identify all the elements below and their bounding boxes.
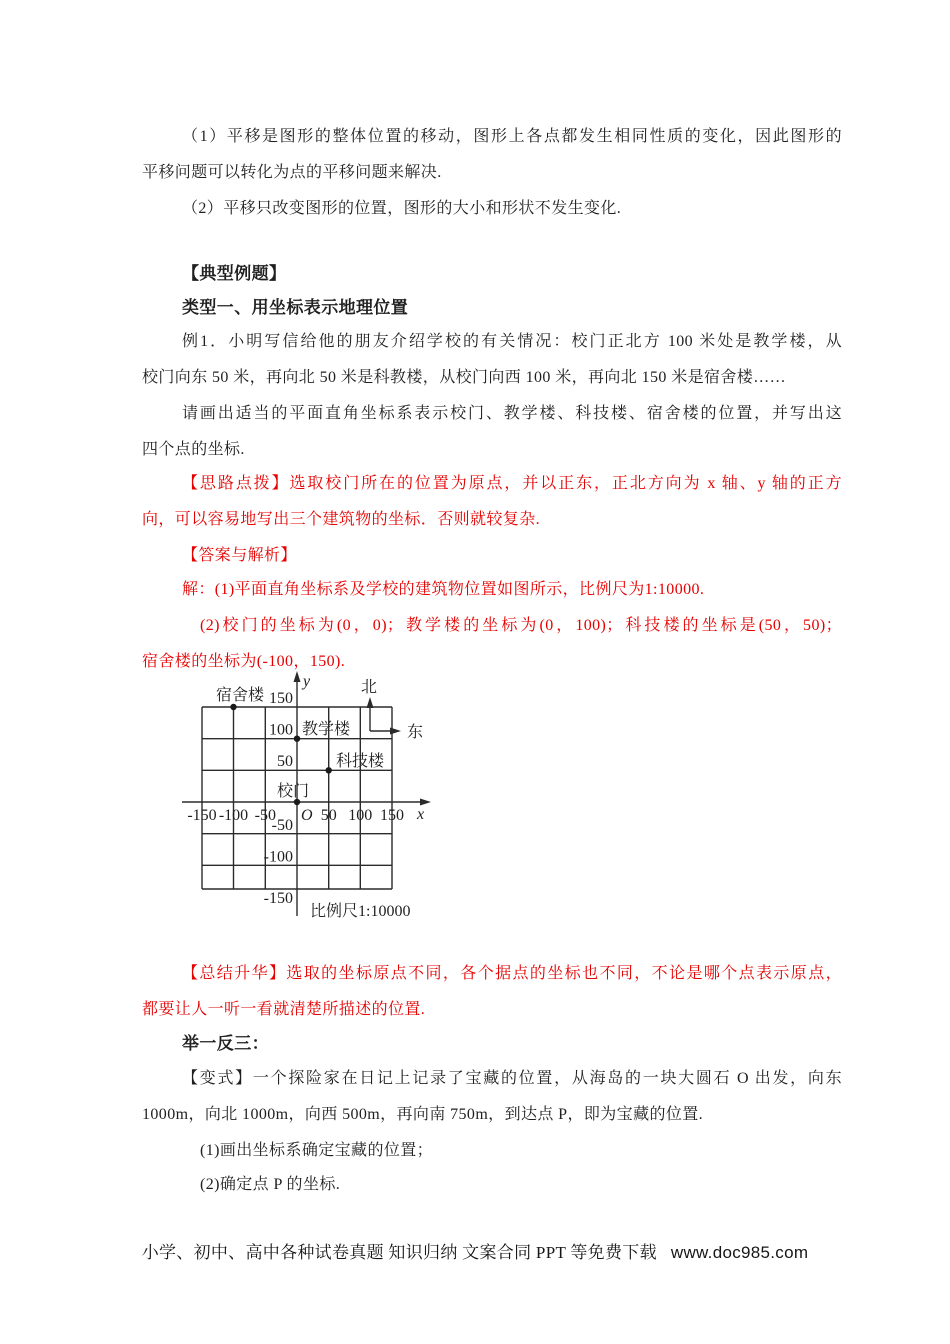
text-line: 【总结升华】选取的坐标原点不同，各个据点的坐标也不同，不论是哪个点表示原点， [182, 965, 842, 982]
x-tick-label: 100 [348, 807, 373, 824]
paragraph-hint [142, 466, 842, 538]
footer-text: 小学、初中、高中各种试卷真题 知识归纳 文案合同 PPT 等免费下载 [141, 1243, 657, 1262]
y-tick-label: 150 [269, 690, 293, 707]
page-footer [0, 1238, 950, 1268]
label-science-building: 科技楼 [336, 753, 385, 770]
point-dormitory [230, 704, 236, 710]
x-tick-label: 150 [380, 807, 404, 824]
paragraph-variant [142, 1061, 842, 1133]
text-line: 【答案与解析】 [182, 547, 297, 564]
x-axis-label: x [417, 806, 425, 823]
scale-note: 比例尺1:10000 [310, 903, 411, 920]
label-teaching-building: 教学楼 [302, 721, 351, 738]
origin-label: O [301, 807, 313, 824]
paragraph-variant-q1 [142, 1133, 842, 1169]
compass-north-arrowhead [367, 697, 374, 708]
x-tick-label: -50 [254, 807, 276, 824]
paragraph-example-request [142, 396, 842, 468]
text-line: 类型一、用坐标表示地理位置 [182, 298, 409, 317]
paragraph-note-1 [142, 119, 842, 191]
text-line: (2)校门的坐标为(0，0)；教学楼的坐标为(0，100)；科技楼的坐标是(50，50)； [200, 617, 842, 634]
text-line: 【思路点拨】选取校门所在的位置为原点，并以正东，正北方向为 x 轴、y 轴的正方 [182, 475, 842, 492]
y-axis-arrowhead [294, 671, 301, 682]
compass-east-label: 东 [407, 724, 424, 741]
text-line: （2）平移只改变图形的位置，图形的大小和形状不发生变化. [182, 200, 622, 217]
y-tick-label: 100 [269, 721, 293, 739]
paragraph-note-2 [142, 191, 842, 227]
x-tick-label: 50 [320, 807, 337, 824]
paragraph-solution-1 [142, 572, 842, 608]
y-tick-label: 50 [277, 753, 293, 770]
text-line: 举一反三： [182, 1034, 269, 1053]
paragraph-summary [142, 956, 842, 1028]
text-line: 【典型例题】 [182, 264, 287, 283]
point-teaching-building [294, 736, 300, 742]
x-tick-label: -100 [218, 807, 249, 824]
heading-practice [142, 1026, 842, 1062]
y-tick-label: -50 [271, 817, 293, 834]
section-heading-type-1 [142, 290, 842, 326]
label-school-gate: 校门 [276, 783, 310, 800]
y-tick-label: -150 [263, 890, 293, 907]
text-line: 平移问题可以转化为点的平移问题来解决. [142, 164, 442, 181]
text-line: 解：(1)平面直角坐标系及学校的建筑物位置如图所示，比例尺为1:10000. [182, 581, 705, 598]
text-line: 校门向东 50 米，再向北 50 米是科教楼，从校门向西 100 米，再向北 150 米是宿舍楼…… [142, 369, 787, 386]
text-line: 请画出适当的平面直角坐标系表示校门、教学楼、科技楼、宿舍楼的位置，并写出这 [182, 405, 842, 422]
footer-url: www.doc985.com [670, 1243, 809, 1262]
text-line: 向，可以容易地写出三个建筑物的坐标．否则就较复杂. [142, 511, 541, 528]
paragraph-variant-q2 [142, 1167, 842, 1203]
compass-east-arrowhead [390, 728, 401, 735]
text-line: 宿舍楼的坐标为(-100，150). [142, 653, 346, 670]
label-dormitory: 宿舍楼 [215, 687, 265, 704]
text-line: 【变式】一个探险家在日记上记录了宝藏的位置，从海岛的一块大圆石 O 出发，向东 [182, 1070, 842, 1087]
section-heading-typical-examples [142, 256, 842, 292]
heading-answer-analysis [142, 538, 842, 574]
point-science-building [326, 767, 332, 773]
text-line: 1000m，向北 1000m，向西 500m，再向南 750m，到达点 P，即为宝藏的位置. [142, 1106, 704, 1123]
text-line: 四个点的坐标. [142, 441, 245, 458]
compass-north-label: 北 [360, 679, 378, 696]
text-line: (2)确定点 P 的坐标. [200, 1176, 341, 1193]
coordinate-grid-figure [170, 666, 470, 932]
y-tick-label: -100 [263, 848, 293, 866]
y-axis-label: y [303, 673, 311, 690]
paragraph-example-1 [142, 324, 842, 396]
text-line: (1)画出坐标系确定宝藏的位置； [200, 1142, 434, 1159]
x-axis-arrowhead [420, 799, 431, 806]
x-tick-label: -150 [187, 807, 217, 824]
text-line: 例1．小明写信给他的朋友介绍学校的有关情况：校门正北方 100 米处是教学楼，从 [182, 333, 842, 350]
text-line: （1）平移是图形的整体位置的移动，图形上各点都发生相同性质的变化，因此图形的 [182, 128, 842, 145]
coordinate-grid-svg [170, 666, 470, 932]
text-line: 都要让人一听一看就清楚所描述的位置. [142, 1001, 426, 1018]
